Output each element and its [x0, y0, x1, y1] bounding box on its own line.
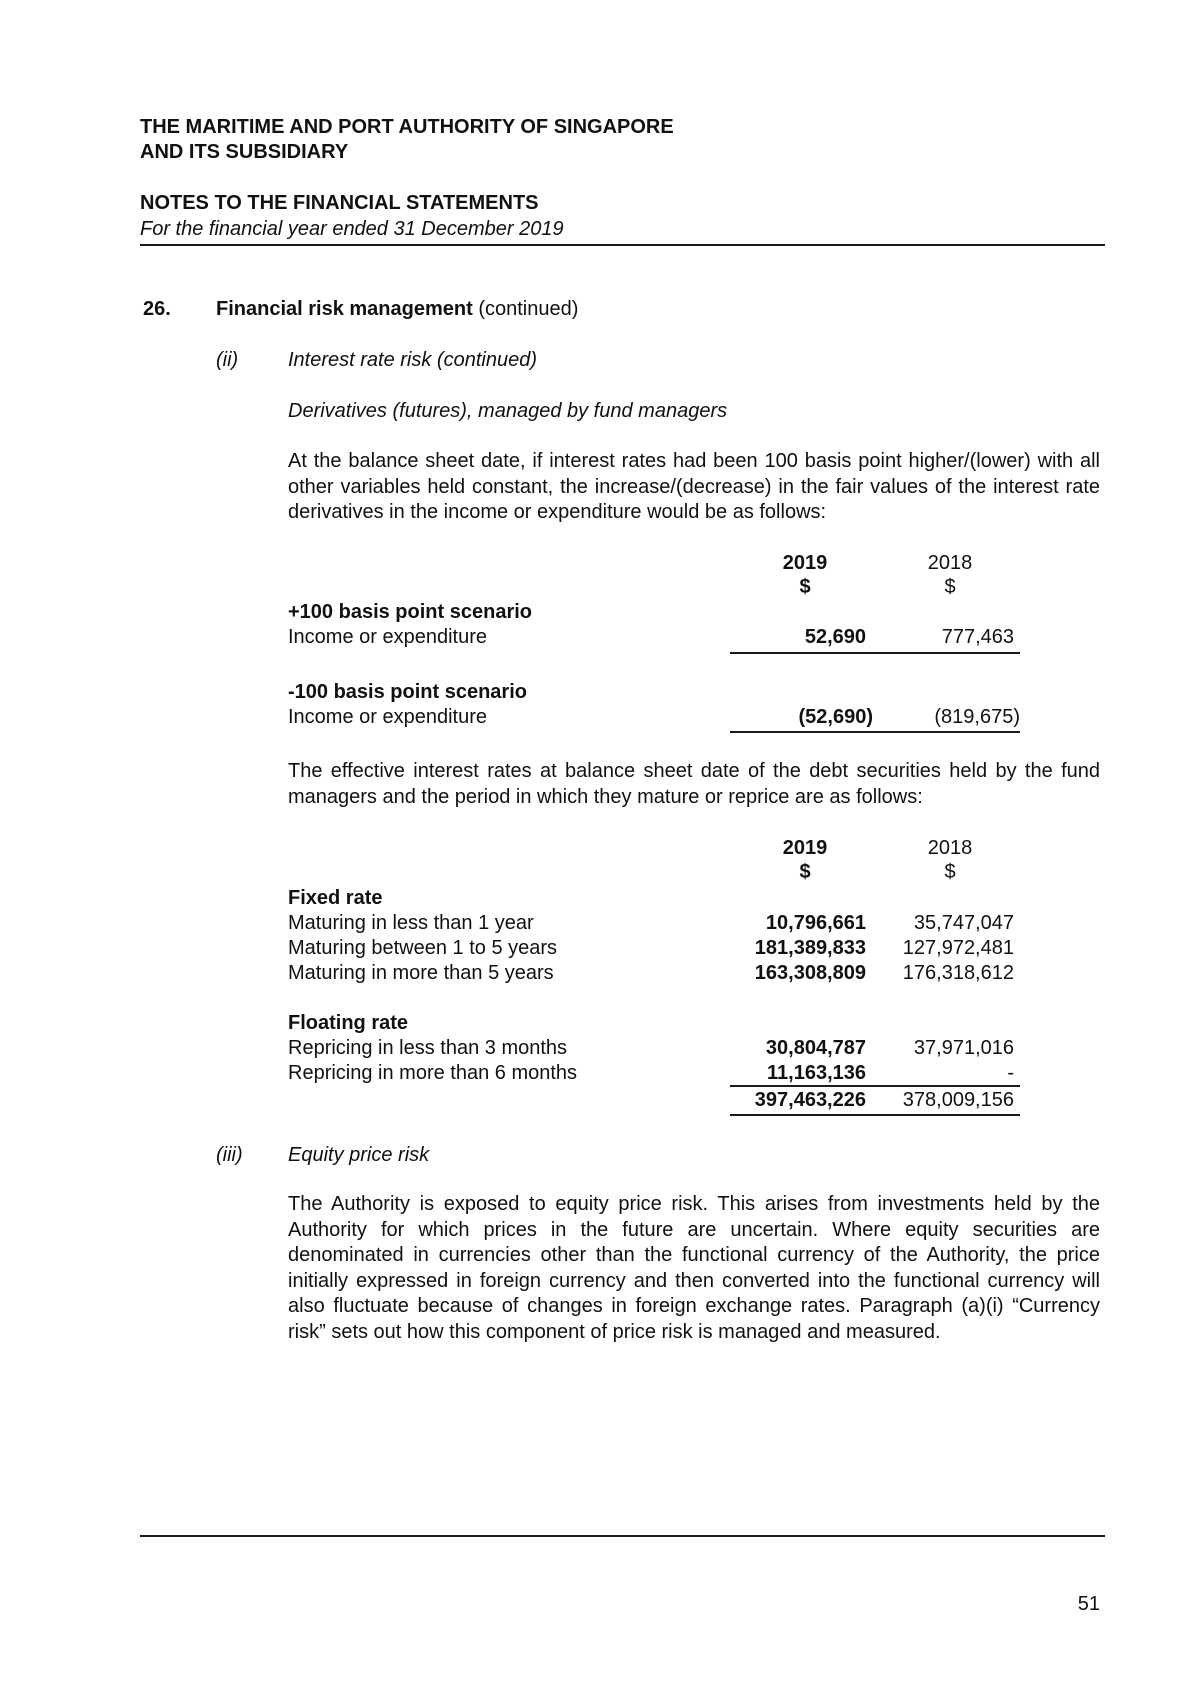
table-row-value-2019: 10,796,661 [765, 912, 866, 934]
scenario-up-value-2018: 777,463 [941, 626, 1014, 648]
t1-year-prior: 2018 [927, 552, 973, 574]
section-title: NOTES TO THE FINANCIAL STATEMENTS [140, 192, 539, 214]
page-number: 51 [1077, 1593, 1100, 1615]
subtotal-rule [730, 1085, 1020, 1087]
table-row-label: Maturing between 1 to 5 years [288, 937, 558, 959]
note-heading [216, 297, 578, 321]
scenario-down-underline [730, 731, 1020, 733]
table-row-value-2019: 181,389,833 [754, 937, 866, 959]
note-title: Financial risk management [216, 298, 473, 320]
scenario-down-heading: -100 basis point scenario [288, 681, 527, 703]
scenario-up-heading: +100 basis point scenario [288, 601, 532, 623]
note-number: 26. [143, 298, 171, 320]
table-row-value-2018: 127,972,481 [902, 937, 1014, 959]
fixed-rate-heading: Fixed rate [288, 887, 383, 909]
period-subtitle: For the financial year ended 31 December 2019 [140, 218, 564, 240]
scenario-down-value-2018: (819,675) [934, 706, 1020, 728]
t1-currency-prior: $ [944, 576, 956, 598]
scenario-up-underline [730, 652, 1020, 654]
derivatives-paragraph: At the balance sheet date, if interest rates had been 100 basis point higher/(lower) with all other variables held constant, the increase/(decrease) in the fair values of the interest rate derivatives in the income or expenditure would be as follows: [288, 450, 1100, 523]
scenario-up-label: Income or expenditure [288, 626, 488, 648]
t2-currency-prior: $ [944, 861, 956, 883]
floating-rate-heading: Floating rate [288, 1012, 409, 1034]
table-row-label: Repricing in more than 6 months [288, 1062, 578, 1084]
total-value-2019: 397,463,226 [754, 1089, 866, 1111]
equity-price-risk-paragraph: The Authority is exposed to equity price risk. This arises from investments held by the Authority for which prices in the future are uncertain. Where equity securities are denominated in currencies other than the functional currency of the Authority, the price initially expressed in foreign currency and then converted into the functional currency will also fluctuate because of changes in foreign exchange rates. Paragraph (a)(i) “Currency risk” sets out how this component of price risk is managed and measured. [288, 1193, 1100, 1343]
table-row-label: Repricing in less than 3 months [288, 1037, 568, 1059]
subsection-ii-marker: (ii) [216, 349, 239, 371]
table-row-label: Maturing in more than 5 years [288, 962, 554, 984]
table-row-value-2018: 35,747,047 [913, 912, 1014, 934]
scenario-down-value-2019: (52,690) [798, 706, 873, 728]
scenario-down-label: Income or expenditure [288, 706, 488, 728]
t1-year-current: 2019 [782, 552, 828, 574]
total-underline [730, 1114, 1020, 1116]
debt-securities-paragraph: The effective interest rates at balance sheet date of the debt securities held by the fund managers and the period in which they mature or reprice are as follows: [288, 760, 1100, 808]
t2-year-prior: 2018 [927, 837, 973, 859]
org-name-line2: AND ITS SUBSIDIARY [140, 141, 349, 163]
t2-year-current: 2019 [782, 837, 828, 859]
t1-currency-current: $ [799, 576, 811, 598]
footer-divider [140, 1535, 1105, 1537]
t2-currency-current: $ [799, 861, 811, 883]
table-row-value-2018: 176,318,612 [902, 962, 1014, 984]
note-suffix: (continued) [478, 298, 579, 320]
subsection-iii-marker: (iii) [216, 1144, 243, 1166]
table-row-value-2018: - [1007, 1062, 1014, 1084]
scenario-up-value-2019: 52,690 [804, 626, 866, 648]
total-value-2018: 378,009,156 [902, 1089, 1014, 1111]
table-row-label: Maturing in less than 1 year [288, 912, 534, 934]
table-row-value-2019: 11,163,136 [767, 1062, 866, 1084]
table-row-value-2018: 37,971,016 [913, 1037, 1014, 1059]
derivatives-subheading: Derivatives (futures), managed by fund managers [288, 400, 728, 422]
subsection-iii-title: Equity price risk [288, 1144, 430, 1166]
subsection-ii-title: Interest rate risk (continued) [288, 349, 537, 371]
table-row-value-2019: 163,308,809 [754, 962, 866, 984]
org-name-line1: THE MARITIME AND PORT AUTHORITY OF SINGAPORE [140, 116, 674, 138]
table-row-value-2019: 30,804,787 [765, 1037, 866, 1059]
header-divider [140, 244, 1105, 246]
